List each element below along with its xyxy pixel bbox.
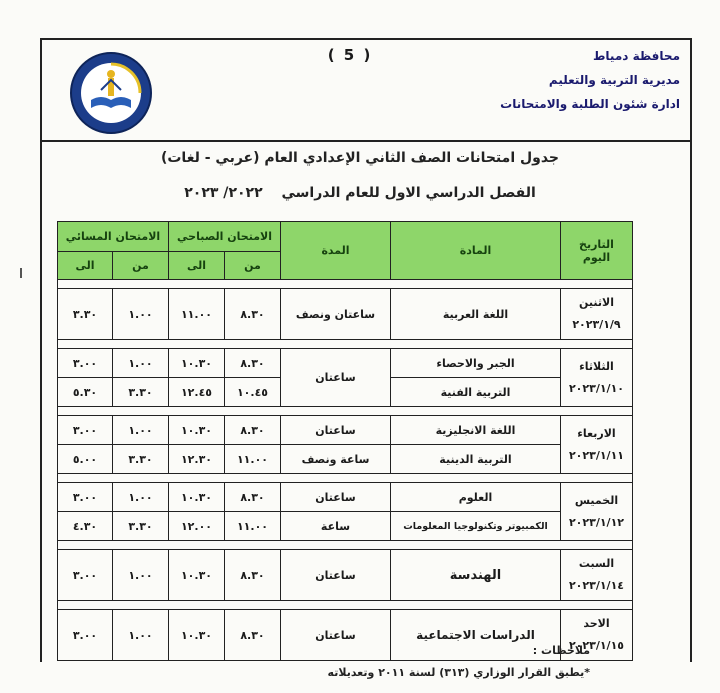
morning-from-cell: ٨.٣٠ (225, 289, 281, 340)
morning-from-cell: ٨.٣٠ (225, 483, 281, 512)
col-header-evening: الامتحان المسائي (58, 222, 169, 252)
subject-cell: اللغة العربية (391, 289, 561, 340)
notes-label: ملاحظات : (532, 644, 590, 657)
morning-from-cell: ٨.٣٠ (225, 610, 281, 661)
table-row (58, 512, 633, 541)
table-row (58, 289, 633, 340)
academic-year: ٢٠٢٢/ ٢٠٢٣ (184, 185, 263, 201)
morning-from-cell: ١٠.٤٥ (225, 378, 281, 407)
evening-from-cell: ١.٠٠ (113, 483, 169, 512)
org-header (440, 44, 680, 116)
day-date-cell: الثلاثاء ٢٠٢٣/١/١٠ (561, 349, 633, 407)
evening-to-cell: ٣.٠٠ (58, 416, 113, 445)
morning-to-cell: ١٠.٣٠ (169, 610, 225, 661)
evening-to-cell: ٣.٠٠ (58, 349, 113, 378)
duration-cell: ساعتان (281, 610, 391, 661)
duration-cell: ساعتان (281, 349, 391, 407)
col-header-evening-to: الى (58, 252, 113, 280)
duration-cell: ساعتان (281, 416, 391, 445)
subject-cell: الجبر والاحصاء (391, 349, 561, 378)
table-row (58, 349, 633, 378)
schedule-title: جدول امتحانات الصف الثاني الإعدادي العام (عربي - لغات) (160, 150, 560, 166)
evening-from-cell: ١.٠٠ (113, 289, 169, 340)
evening-to-cell: ٣.٠٠ (58, 610, 113, 661)
day-date-cell: الاحد ٢٠٢٣/١/١٥ (561, 610, 633, 661)
table-row (58, 550, 633, 601)
table-row (58, 445, 633, 474)
subject-cell: الكمبيوتر وتكنولوجيا المعلومات (391, 512, 561, 541)
morning-to-cell: ١١.٠٠ (169, 289, 225, 340)
schedule-subtitle (90, 185, 630, 201)
duration-cell: ساعتان (281, 483, 391, 512)
subject-cell: العلوم (391, 483, 561, 512)
day-date-cell: الاربعاء ٢٠٢٣/١/١١ (561, 416, 633, 474)
subject-cell: الهندسة (391, 550, 561, 601)
col-header-duration: المدة (281, 222, 391, 280)
notes-line: *يطبق القرار الوزاري (٣١٣) لسنة ٢٠١١ وتعديلاته (327, 666, 590, 679)
morning-from-cell: ١١.٠٠ (225, 512, 281, 541)
term-label: الفصل الدراسي الاول للعام الدراسي (281, 185, 536, 201)
duration-cell: ساعتان (281, 550, 391, 601)
morning-to-cell: ١٠.٣٠ (169, 349, 225, 378)
evening-to-cell: ٤.٣٠ (58, 512, 113, 541)
col-header-evening-from: من (113, 252, 169, 280)
subject-cell: التربية الفنية (391, 378, 561, 407)
evening-from-cell: ١.٠٠ (113, 416, 169, 445)
col-header-morning-from: من (225, 252, 281, 280)
duration-cell: ساعة ونصف (281, 445, 391, 474)
exam-schedule-table (57, 221, 633, 661)
col-header-morning-to: الى (169, 252, 225, 280)
subject-cell: الدراسات الاجتماعية (391, 610, 561, 661)
margin-mark (20, 268, 22, 278)
evening-to-cell: ٥.٠٠ (58, 445, 113, 474)
morning-to-cell: ١٢.٠٠ (169, 512, 225, 541)
col-header-morning: الامتحان الصباحي (169, 222, 281, 252)
duration-cell: ساعة (281, 512, 391, 541)
col-header-date-day: التاريخ اليوم (561, 222, 633, 280)
morning-to-cell: ١٠.٣٠ (169, 416, 225, 445)
notes-section (328, 640, 590, 684)
morning-from-cell: ٨.٣٠ (225, 416, 281, 445)
evening-from-cell: ٣.٣٠ (113, 445, 169, 474)
evening-from-cell: ١.٠٠ (113, 550, 169, 601)
header-divider (40, 140, 690, 142)
evening-to-cell: ٥.٣٠ (58, 378, 113, 407)
subject-cell: التربية الدينية (391, 445, 561, 474)
morning-to-cell: ١٠.٣٠ (169, 483, 225, 512)
evening-to-cell: ٣.٠٠ (58, 483, 113, 512)
day-date-cell: السبت ٢٠٢٣/١/١٤ (561, 550, 633, 601)
day-date-cell: الخميس ٢٠٢٣/١/١٢ (561, 483, 633, 541)
evening-to-cell: ٣.٣٠ (58, 289, 113, 340)
ministry-logo-icon (68, 50, 154, 136)
table-row (58, 416, 633, 445)
morning-to-cell: ١٢.٣٠ (169, 445, 225, 474)
page-number: ( 5 ) (327, 46, 373, 64)
morning-from-cell: ١١.٠٠ (225, 445, 281, 474)
duration-cell: ساعتان ونصف (281, 289, 391, 340)
morning-from-cell: ٨.٣٠ (225, 349, 281, 378)
org-line-governorate: محافظة دمياط (592, 49, 680, 63)
evening-from-cell: ٣.٣٠ (113, 512, 169, 541)
org-line-directorate: مديرية التربية والتعليم (548, 73, 680, 87)
col-header-subject: المادة (391, 222, 561, 280)
morning-to-cell: ١٢.٤٥ (169, 378, 225, 407)
evening-from-cell: ١.٠٠ (113, 610, 169, 661)
morning-to-cell: ١٠.٣٠ (169, 550, 225, 601)
table-row (58, 483, 633, 512)
subject-cell: اللغة الانجليزية (391, 416, 561, 445)
evening-to-cell: ٣.٠٠ (58, 550, 113, 601)
day-date-cell: الاثنين ٢٠٢٣/١/٩ (561, 289, 633, 340)
evening-from-cell: ٣.٣٠ (113, 378, 169, 407)
morning-from-cell: ٨.٣٠ (225, 550, 281, 601)
evening-from-cell: ١.٠٠ (113, 349, 169, 378)
org-line-department: ادارة شئون الطلبة والامتحانات (500, 97, 680, 111)
